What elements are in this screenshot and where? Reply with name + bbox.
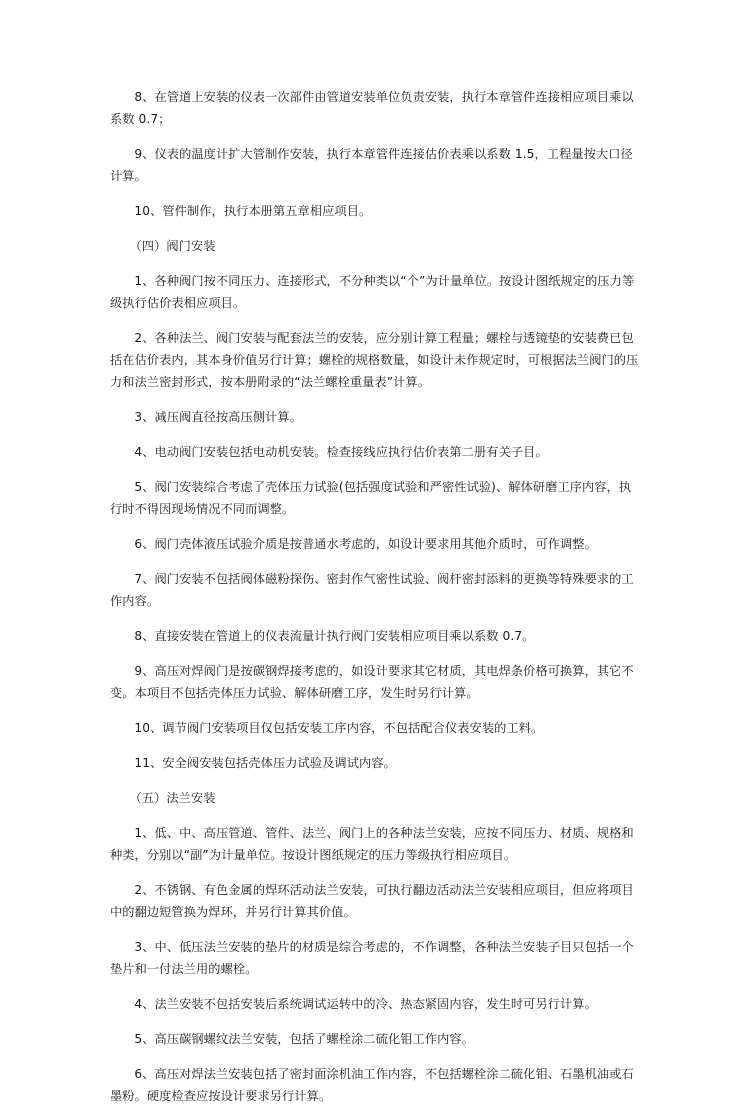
paragraph: 5、阀门安装综合考虑了壳体压力试验(包括强度试验和严密性试验)、解体研磨工序内容，执行时不得因现场情况不同而调整。 <box>110 480 632 516</box>
document-body <box>110 86 640 1120</box>
paragraph: 11、安全阀安装包括壳体压力试验及调试内容。 <box>134 756 396 770</box>
paragraph: 4、电动阀门安装包括电动机安装。检查接线应执行估价表第二册有关子目。 <box>134 445 548 459</box>
paragraph: 4、法兰安装不包括安装后系统调试运转中的冷、热态紧固内容，发生时可另行计算。 <box>134 997 597 1011</box>
section-heading: （四）阀门安装 <box>129 239 216 253</box>
paragraph: 8、直接安装在管道上的仪表流量计执行阀门安装相应项目乘以系数 0.7。 <box>134 629 535 643</box>
paragraph: 2、各种法兰、阀门安装与配套法兰的安装，应分别计算工程量；螺栓与透镜垫的安装费已包括在估价表内，其本身价值另行计算；螺栓的规格数量，如设计未作规定时，可根据法兰阀门的压力和法兰密封形式，按本册附录的“法兰螺栓重量表”计算。 <box>110 331 639 389</box>
paragraph: 3、中、低压法兰安装的垫片的材质是综合考虑的，不作调整，各种法兰安装子目只包括一个垫片和一付法兰用的螺栓。 <box>110 940 634 976</box>
paragraph: 6、高压对焊法兰安装包括了密封面涂机油工作内容，不包括螺栓涂二硫化钼、石墨机油或石墨粉。硬度检查应按设计要求另行计算。 <box>110 1067 634 1103</box>
paragraph: 8、在管道上安装的仪表一次部件由管道安装单位负责安装，执行本章管件连接相应项目乘以系数 0.7； <box>110 90 634 126</box>
paragraph: 6、阀门壳体液压试验介质是按普通水考虑的，如设计要求用其他介质时，可作调整。 <box>134 537 597 551</box>
paragraph: 7、阀门安装不包括阀体磁粉探伤、密封作气密性试验、阀杆密封添料的更换等特殊要求的工作内容。 <box>110 572 634 608</box>
paragraph: 9、仪表的温度计扩大管制作安装，执行本章管件连接估价表乘以系数 1.5，工程量按大口径计算。 <box>110 147 633 183</box>
paragraph: 2、不锈钢、有色金属的焊环活动法兰安装，可执行翻边活动法兰安装相应项目，但应将项目中的翻边短管换为焊环，并另行计算其价值。 <box>110 883 634 919</box>
paragraph: 9、高压对焊阀门是按碳钢焊接考虑的，如设计要求其它材质，其电焊条价格可换算，其它不变。本项目不包括壳体压力试验、解体研磨工序，发生时另行计算。 <box>110 664 634 700</box>
paragraph: 5、高压碳钢螺纹法兰安装，包括了螺栓涂二硫化钼工作内容。 <box>134 1032 475 1046</box>
paragraph: 1、各种阀门按不同压力、连接形式，不分种类以“个”为计量单位。按设计图纸规定的压力等级执行估价表相应项目。 <box>110 274 635 310</box>
paragraph: 1、低、中、高压管道、管件、法兰、阀门上的各种法兰安装，应按不同压力、材质、规格和种类，分别以“副”为计量单位。按设计图纸规定的压力等级执行相应项目。 <box>110 826 634 862</box>
paragraph: 10、管件制作，执行本册第五章相应项目。 <box>134 204 372 218</box>
section-heading: （五）法兰安装 <box>129 791 216 805</box>
paragraph: 3、减压阀直径按高压侧计算。 <box>134 410 302 424</box>
paragraph: 10、调节阀门安装项目仅包括安装工序内容，不包括配合仪表安装的工料。 <box>134 721 544 735</box>
